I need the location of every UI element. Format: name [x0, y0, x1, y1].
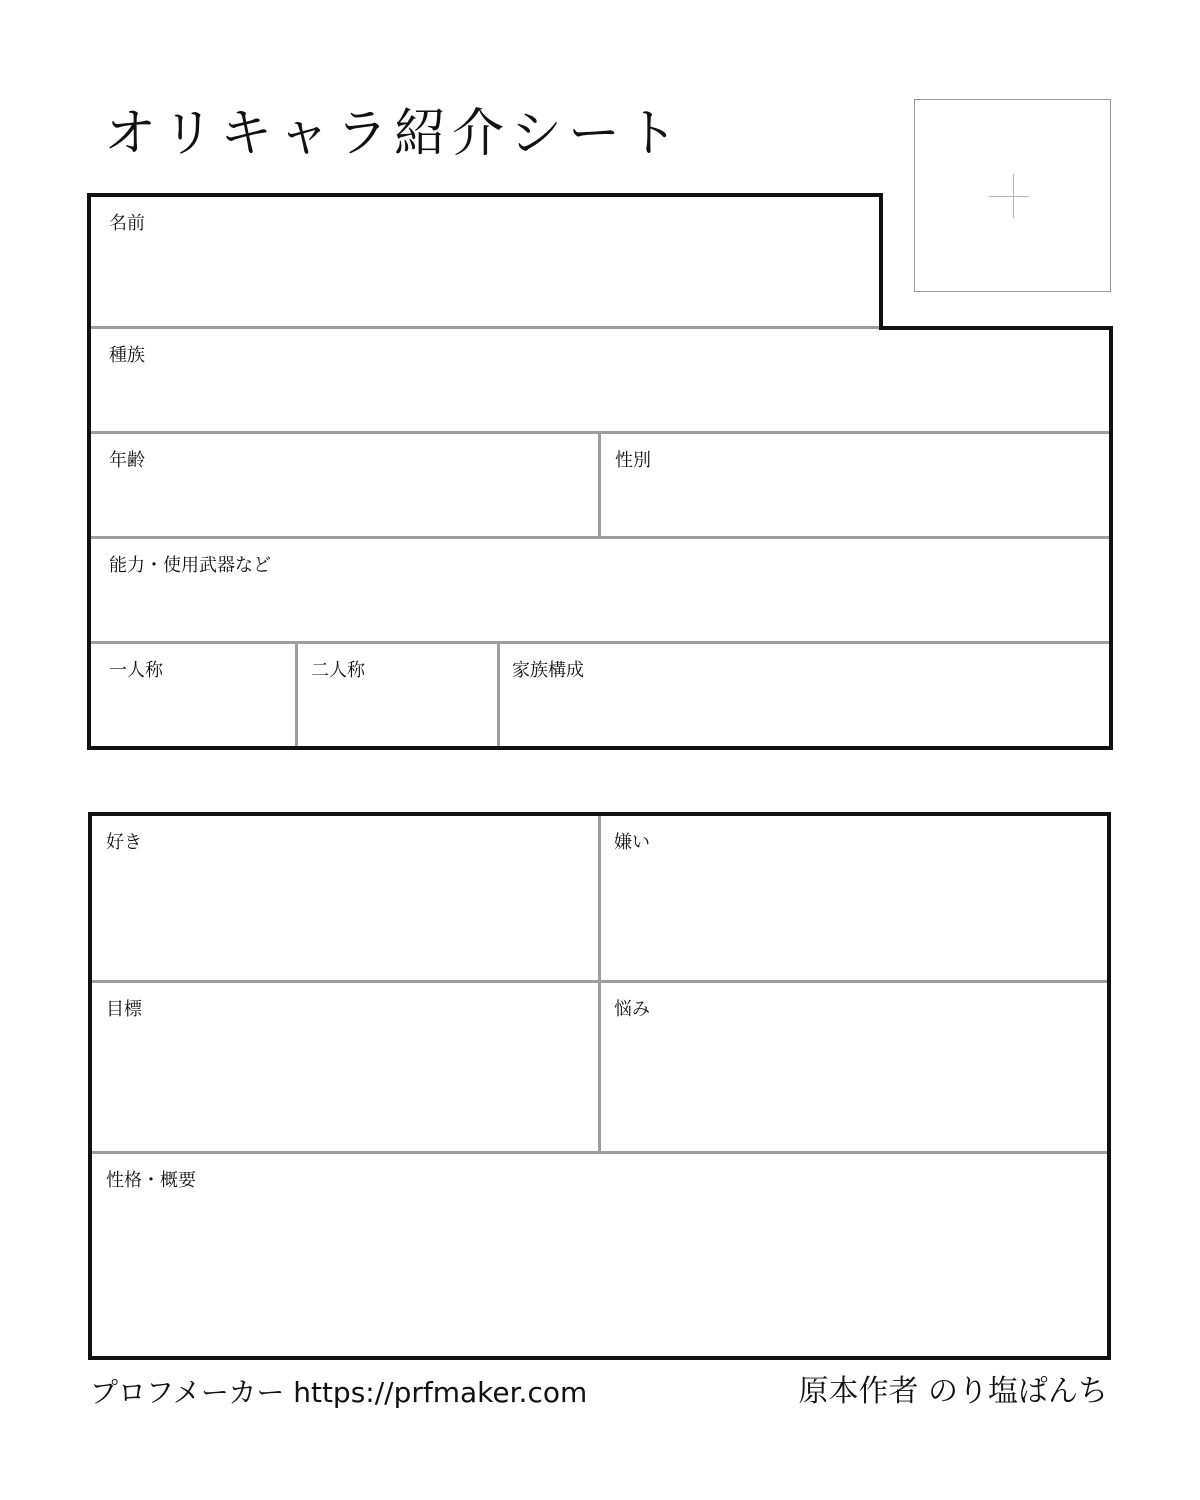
- likes-label: 好き: [106, 832, 142, 853]
- first-person-field[interactable]: [91, 644, 295, 746]
- species-field[interactable]: [91, 329, 1109, 431]
- dislikes-label: 嫌い: [614, 832, 650, 853]
- first-person-label: 一人称: [109, 660, 163, 681]
- personality-field[interactable]: [92, 1154, 1107, 1356]
- sheet-title: オリキャラ紹介シート: [104, 104, 685, 164]
- form-border-right: [1109, 326, 1113, 750]
- name-box-border-right: [879, 193, 883, 330]
- goal-field[interactable]: [92, 983, 598, 1151]
- gender-label: 性別: [615, 450, 651, 471]
- family-field[interactable]: [500, 644, 1109, 746]
- age-field[interactable]: [91, 434, 598, 536]
- plus-icon: [1013, 174, 1014, 218]
- family-label: 家族構成: [512, 660, 584, 681]
- form-border-bottom: [87, 746, 1113, 750]
- abilities-field[interactable]: [91, 539, 1109, 641]
- species-label: 種族: [109, 345, 145, 366]
- footer-author-credit: 原本作者 のり塩ぱんち: [798, 1374, 1108, 1409]
- personality-label: 性格・概要: [106, 1170, 196, 1191]
- goal-label: 目標: [106, 999, 142, 1020]
- plus-icon-horizontal: [989, 196, 1029, 197]
- worries-field[interactable]: [601, 983, 1107, 1151]
- name-label: 名前: [109, 213, 145, 234]
- photo-upload-box[interactable]: [914, 99, 1111, 292]
- likes-field[interactable]: [92, 816, 598, 980]
- second-person-label: 二人称: [311, 660, 365, 681]
- footer-site-credit: プロフメーカー https://prfmaker.com: [90, 1376, 588, 1409]
- second-person-field[interactable]: [298, 644, 497, 746]
- dislikes-field[interactable]: [601, 816, 1107, 980]
- worries-label: 悩み: [614, 999, 650, 1020]
- abilities-label: 能力・使用武器など: [109, 555, 271, 576]
- age-label: 年齢: [109, 450, 145, 471]
- name-field[interactable]: [91, 197, 879, 326]
- gender-field[interactable]: [601, 434, 1109, 536]
